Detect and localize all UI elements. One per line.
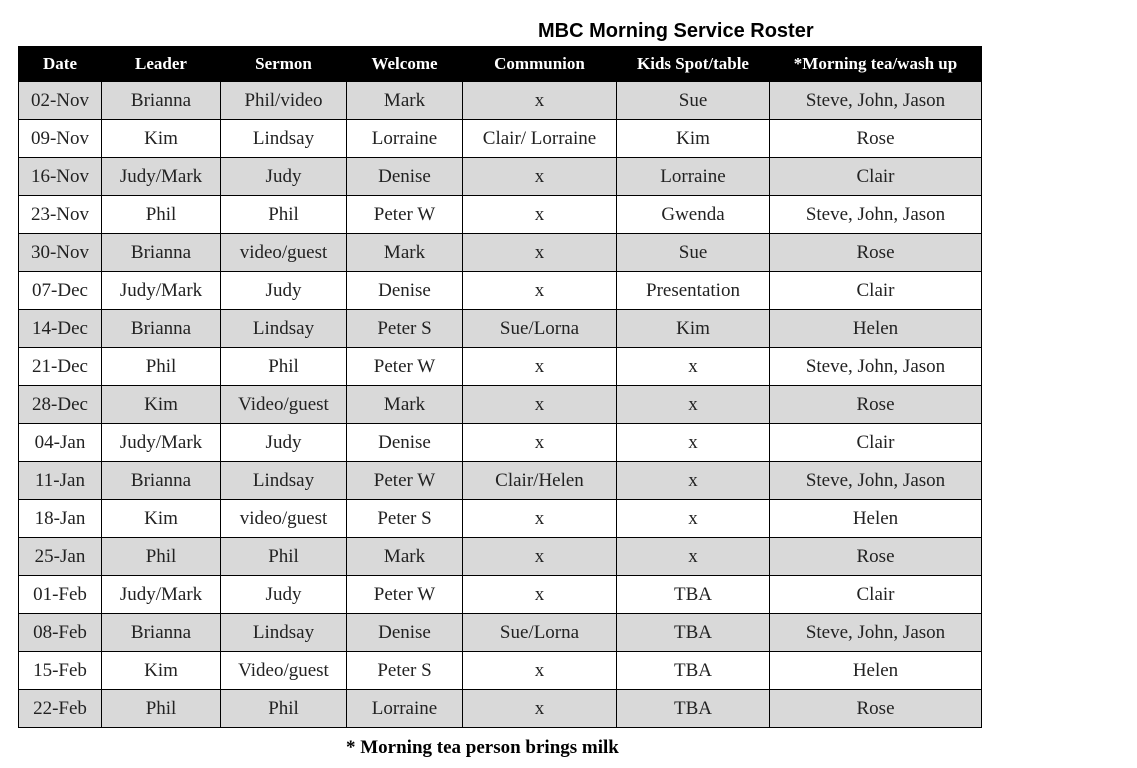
cell-sermon: Lindsay bbox=[221, 462, 347, 500]
cell-welcome: Denise bbox=[347, 158, 463, 196]
cell-kids-spot: Kim bbox=[617, 120, 770, 158]
cell-sermon: Lindsay bbox=[221, 614, 347, 652]
cell-kids-spot: x bbox=[617, 500, 770, 538]
column-header-sermon: Sermon bbox=[221, 47, 347, 82]
cell-welcome: Peter W bbox=[347, 462, 463, 500]
cell-communion: x bbox=[463, 196, 617, 234]
cell-morning-tea: Clair bbox=[770, 576, 982, 614]
cell-kids-spot: Kim bbox=[617, 310, 770, 348]
cell-morning-tea: Rose bbox=[770, 386, 982, 424]
cell-morning-tea: Helen bbox=[770, 652, 982, 690]
cell-leader: Judy/Mark bbox=[102, 576, 221, 614]
cell-kids-spot: x bbox=[617, 462, 770, 500]
cell-welcome: Lorraine bbox=[347, 120, 463, 158]
cell-welcome: Mark bbox=[347, 234, 463, 272]
cell-leader: Brianna bbox=[102, 462, 221, 500]
table-row bbox=[19, 120, 982, 158]
cell-sermon: Lindsay bbox=[221, 310, 347, 348]
column-header-date: Date bbox=[19, 47, 102, 82]
header-row bbox=[19, 47, 982, 82]
table-row bbox=[19, 310, 982, 348]
cell-sermon: Phil bbox=[221, 348, 347, 386]
table-row bbox=[19, 272, 982, 310]
cell-leader: Brianna bbox=[102, 310, 221, 348]
cell-leader: Phil bbox=[102, 690, 221, 728]
cell-kids-spot: TBA bbox=[617, 614, 770, 652]
cell-leader: Brianna bbox=[102, 82, 221, 120]
cell-date: 22-Feb bbox=[19, 690, 102, 728]
cell-morning-tea: Rose bbox=[770, 538, 982, 576]
cell-welcome: Denise bbox=[347, 424, 463, 462]
cell-kids-spot: Sue bbox=[617, 82, 770, 120]
column-header-welcome: Welcome bbox=[347, 47, 463, 82]
cell-sermon: Judy bbox=[221, 424, 347, 462]
cell-leader: Judy/Mark bbox=[102, 158, 221, 196]
cell-leader: Phil bbox=[102, 348, 221, 386]
cell-kids-spot: x bbox=[617, 538, 770, 576]
column-header-kids-spot: Kids Spot/table bbox=[617, 47, 770, 82]
page-title: MBC Morning Service Roster bbox=[538, 20, 814, 42]
cell-kids-spot: x bbox=[617, 348, 770, 386]
cell-leader: Phil bbox=[102, 538, 221, 576]
cell-kids-spot: Presentation bbox=[617, 272, 770, 310]
cell-date: 18-Jan bbox=[19, 500, 102, 538]
cell-morning-tea: Helen bbox=[770, 310, 982, 348]
column-header-morning-tea: *Morning tea/wash up bbox=[770, 47, 982, 82]
cell-leader: Phil bbox=[102, 196, 221, 234]
table-row bbox=[19, 234, 982, 272]
cell-sermon: video/guest bbox=[221, 500, 347, 538]
cell-sermon: Phil bbox=[221, 196, 347, 234]
table-row bbox=[19, 614, 982, 652]
cell-kids-spot: Sue bbox=[617, 234, 770, 272]
cell-morning-tea: Steve, John, Jason bbox=[770, 462, 982, 500]
cell-morning-tea: Steve, John, Jason bbox=[770, 614, 982, 652]
cell-date: 21-Dec bbox=[19, 348, 102, 386]
cell-communion: Clair/Helen bbox=[463, 462, 617, 500]
table-row bbox=[19, 690, 982, 728]
cell-sermon: Video/guest bbox=[221, 386, 347, 424]
cell-leader: Brianna bbox=[102, 234, 221, 272]
cell-leader: Kim bbox=[102, 652, 221, 690]
cell-communion: x bbox=[463, 424, 617, 462]
cell-sermon: video/guest bbox=[221, 234, 347, 272]
cell-leader: Judy/Mark bbox=[102, 272, 221, 310]
cell-communion: x bbox=[463, 272, 617, 310]
cell-date: 23-Nov bbox=[19, 196, 102, 234]
column-header-communion: Communion bbox=[463, 47, 617, 82]
cell-date: 04-Jan bbox=[19, 424, 102, 462]
cell-communion: x bbox=[463, 576, 617, 614]
cell-communion: x bbox=[463, 386, 617, 424]
cell-morning-tea: Rose bbox=[770, 234, 982, 272]
cell-welcome: Peter W bbox=[347, 576, 463, 614]
cell-leader: Judy/Mark bbox=[102, 424, 221, 462]
cell-communion: Sue/Lorna bbox=[463, 310, 617, 348]
cell-communion: x bbox=[463, 652, 617, 690]
cell-leader: Kim bbox=[102, 500, 221, 538]
table-row bbox=[19, 82, 982, 120]
table-row bbox=[19, 652, 982, 690]
cell-morning-tea: Steve, John, Jason bbox=[770, 348, 982, 386]
table-row bbox=[19, 424, 982, 462]
cell-welcome: Mark bbox=[347, 538, 463, 576]
cell-date: 16-Nov bbox=[19, 158, 102, 196]
cell-date: 07-Dec bbox=[19, 272, 102, 310]
cell-leader: Brianna bbox=[102, 614, 221, 652]
cell-welcome: Denise bbox=[347, 272, 463, 310]
cell-date: 01-Feb bbox=[19, 576, 102, 614]
cell-communion: x bbox=[463, 234, 617, 272]
cell-communion: Sue/Lorna bbox=[463, 614, 617, 652]
column-header-leader: Leader bbox=[102, 47, 221, 82]
cell-kids-spot: TBA bbox=[617, 652, 770, 690]
cell-morning-tea: Clair bbox=[770, 424, 982, 462]
table-row bbox=[19, 462, 982, 500]
cell-welcome: Peter S bbox=[347, 310, 463, 348]
cell-date: 30-Nov bbox=[19, 234, 102, 272]
cell-welcome: Peter S bbox=[347, 652, 463, 690]
table-row bbox=[19, 538, 982, 576]
cell-communion: x bbox=[463, 538, 617, 576]
cell-communion: x bbox=[463, 690, 617, 728]
cell-sermon: Judy bbox=[221, 272, 347, 310]
cell-sermon: Phil bbox=[221, 690, 347, 728]
cell-communion: x bbox=[463, 348, 617, 386]
cell-kids-spot: x bbox=[617, 424, 770, 462]
cell-kids-spot: Gwenda bbox=[617, 196, 770, 234]
roster-body bbox=[19, 82, 982, 728]
footnote: * Morning tea person brings milk bbox=[346, 737, 619, 758]
cell-morning-tea: Helen bbox=[770, 500, 982, 538]
cell-date: 28-Dec bbox=[19, 386, 102, 424]
cell-date: 02-Nov bbox=[19, 82, 102, 120]
table-row bbox=[19, 386, 982, 424]
cell-communion: x bbox=[463, 158, 617, 196]
cell-date: 25-Jan bbox=[19, 538, 102, 576]
table-row bbox=[19, 348, 982, 386]
cell-date: 15-Feb bbox=[19, 652, 102, 690]
cell-date: 14-Dec bbox=[19, 310, 102, 348]
cell-sermon: Phil bbox=[221, 538, 347, 576]
cell-communion: Clair/ Lorraine bbox=[463, 120, 617, 158]
cell-leader: Kim bbox=[102, 386, 221, 424]
cell-communion: x bbox=[463, 500, 617, 538]
cell-welcome: Lorraine bbox=[347, 690, 463, 728]
cell-sermon: Judy bbox=[221, 576, 347, 614]
table-row bbox=[19, 196, 982, 234]
cell-date: 09-Nov bbox=[19, 120, 102, 158]
cell-morning-tea: Steve, John, Jason bbox=[770, 196, 982, 234]
cell-leader: Kim bbox=[102, 120, 221, 158]
cell-welcome: Mark bbox=[347, 82, 463, 120]
cell-morning-tea: Clair bbox=[770, 158, 982, 196]
cell-date: 11-Jan bbox=[19, 462, 102, 500]
cell-communion: x bbox=[463, 82, 617, 120]
cell-kids-spot: Lorraine bbox=[617, 158, 770, 196]
cell-morning-tea: Rose bbox=[770, 690, 982, 728]
cell-kids-spot: x bbox=[617, 386, 770, 424]
cell-welcome: Peter W bbox=[347, 348, 463, 386]
cell-morning-tea: Clair bbox=[770, 272, 982, 310]
cell-sermon: Phil/video bbox=[221, 82, 347, 120]
table-row bbox=[19, 158, 982, 196]
cell-sermon: Judy bbox=[221, 158, 347, 196]
cell-morning-tea: Rose bbox=[770, 120, 982, 158]
cell-kids-spot: TBA bbox=[617, 576, 770, 614]
cell-welcome: Peter W bbox=[347, 196, 463, 234]
cell-kids-spot: TBA bbox=[617, 690, 770, 728]
cell-welcome: Denise bbox=[347, 614, 463, 652]
roster-table bbox=[18, 46, 982, 728]
cell-welcome: Peter S bbox=[347, 500, 463, 538]
cell-sermon: Lindsay bbox=[221, 120, 347, 158]
table-row bbox=[19, 500, 982, 538]
cell-morning-tea: Steve, John, Jason bbox=[770, 82, 982, 120]
table-row bbox=[19, 576, 982, 614]
cell-sermon: Video/guest bbox=[221, 652, 347, 690]
cell-date: 08-Feb bbox=[19, 614, 102, 652]
cell-welcome: Mark bbox=[347, 386, 463, 424]
